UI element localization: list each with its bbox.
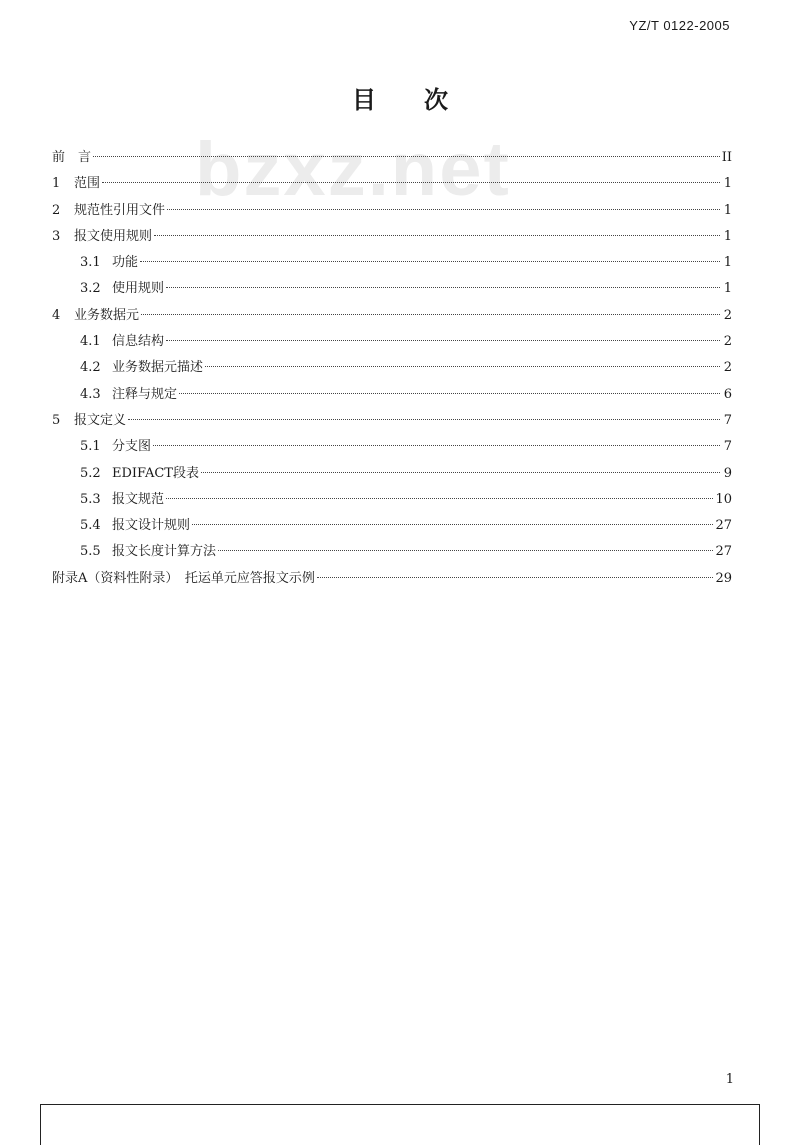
toc-dot-leader bbox=[140, 261, 720, 262]
toc-entry-label: EDIFACT段表 bbox=[112, 465, 199, 481]
toc-entry[interactable] bbox=[52, 276, 732, 302]
toc-entry-number: 5.3 bbox=[80, 491, 101, 507]
toc-entry-number: 4.3 bbox=[80, 386, 101, 402]
toc-entry[interactable] bbox=[52, 250, 732, 276]
toc-entry-page: 6 bbox=[723, 386, 732, 402]
toc-entry-number: 5.5 bbox=[80, 544, 101, 560]
toc-entry[interactable] bbox=[52, 539, 732, 565]
toc-entry[interactable] bbox=[52, 145, 732, 171]
toc-entry-page: 10 bbox=[715, 491, 732, 507]
toc-dot-leader bbox=[166, 498, 713, 499]
toc-entry[interactable] bbox=[52, 434, 732, 460]
toc-entry-label: 报文使用规则 bbox=[74, 228, 153, 244]
toc-entry[interactable] bbox=[52, 224, 732, 250]
toc-entry-page: 2 bbox=[723, 334, 732, 350]
toc-entry-label: 业务数据元描述 bbox=[112, 360, 204, 376]
toc-entry-number: 4.2 bbox=[80, 360, 101, 376]
toc-entry-number: 3 bbox=[52, 228, 61, 244]
toc-entry-number: 2 bbox=[52, 202, 61, 218]
toc-entry-page: 7 bbox=[723, 439, 732, 455]
toc-entry-page: 2 bbox=[723, 307, 732, 323]
toc-dot-leader bbox=[93, 156, 720, 157]
toc-entry[interactable] bbox=[52, 461, 732, 487]
standard-code: YZ/T 0122-2005 bbox=[629, 18, 730, 33]
toc-entry-number: 5.4 bbox=[80, 518, 101, 534]
toc-entry[interactable] bbox=[52, 355, 732, 381]
toc-entry-page: 1 bbox=[723, 228, 732, 244]
toc-dot-leader bbox=[102, 182, 720, 183]
toc-entry-label: 注释与规定 bbox=[112, 386, 178, 402]
toc-entry-label: 规范性引用文件 bbox=[74, 202, 166, 218]
toc-entry-page: 7 bbox=[723, 412, 732, 428]
toc-entry-label: 使用规则 bbox=[112, 281, 165, 297]
toc-title: 目 次 bbox=[352, 86, 448, 114]
toc-entry-number: 3.2 bbox=[80, 281, 101, 297]
toc-entry-page: 1 bbox=[723, 255, 732, 271]
toc-entry-page: 9 bbox=[723, 465, 732, 481]
toc-dot-leader bbox=[166, 340, 720, 341]
table-of-contents bbox=[52, 145, 732, 592]
toc-entry[interactable] bbox=[52, 329, 732, 355]
toc-dot-leader bbox=[166, 287, 720, 288]
toc-entry-page: 1 bbox=[723, 281, 732, 297]
toc-entry-label: 业务数据元 bbox=[74, 307, 140, 323]
toc-entry[interactable] bbox=[52, 198, 732, 224]
toc-entry[interactable] bbox=[52, 408, 732, 434]
toc-entry-page: II bbox=[721, 150, 732, 165]
toc-entry-label: 附录A（资料性附录） 托运单元应答报文示例 bbox=[52, 570, 315, 586]
toc-entry-number: 1 bbox=[52, 176, 61, 192]
toc-dot-leader bbox=[179, 393, 720, 394]
toc-entry-label: 分支图 bbox=[112, 439, 152, 455]
toc-entry-label: 报文定义 bbox=[74, 412, 127, 428]
toc-entry-label: 报文长度计算方法 bbox=[112, 544, 217, 560]
toc-dot-leader bbox=[154, 235, 720, 236]
toc-dot-leader bbox=[167, 209, 720, 210]
toc-entry-number: 4 bbox=[52, 307, 61, 323]
toc-entry-number: 5.2 bbox=[80, 465, 101, 481]
toc-entry-page: 27 bbox=[715, 518, 732, 534]
toc-entry[interactable] bbox=[52, 382, 732, 408]
toc-entry-label: 信息结构 bbox=[112, 334, 165, 350]
toc-entry-number: 5.1 bbox=[80, 439, 101, 455]
toc-dot-leader bbox=[141, 314, 720, 315]
toc-dot-leader bbox=[218, 550, 713, 551]
toc-dot-leader bbox=[317, 577, 714, 578]
toc-entry-label: 范围 bbox=[74, 176, 101, 192]
toc-entry-page: 27 bbox=[715, 544, 732, 560]
toc-entry-label: 报文规范 bbox=[112, 491, 165, 507]
toc-entry-page: 1 bbox=[723, 202, 732, 218]
toc-entry-number: 3.1 bbox=[80, 255, 101, 271]
toc-entry[interactable] bbox=[52, 303, 732, 329]
toc-entry[interactable] bbox=[52, 487, 732, 513]
toc-entry-page: 2 bbox=[723, 360, 732, 376]
toc-entry-label: 前 言 bbox=[52, 150, 92, 165]
toc-dot-leader bbox=[128, 419, 720, 420]
toc-entry-number: 4.1 bbox=[80, 334, 101, 350]
toc-dot-leader bbox=[201, 472, 720, 473]
toc-dot-leader bbox=[205, 366, 720, 367]
toc-entry[interactable] bbox=[52, 171, 732, 197]
toc-dot-leader bbox=[192, 524, 713, 525]
toc-entry-page: 29 bbox=[715, 570, 732, 586]
toc-entry-label: 功能 bbox=[112, 255, 139, 271]
watermark: bzxz.net bbox=[195, 127, 511, 212]
toc-dot-leader bbox=[153, 445, 720, 446]
toc-entry[interactable] bbox=[52, 513, 732, 539]
toc-entry[interactable] bbox=[52, 566, 732, 592]
page-number: 1 bbox=[725, 1072, 734, 1087]
footer-frame bbox=[40, 1104, 760, 1145]
toc-entry-number: 5 bbox=[52, 412, 61, 428]
toc-entry-label: 报文设计规则 bbox=[112, 518, 191, 534]
toc-entry-page: 1 bbox=[723, 176, 732, 192]
